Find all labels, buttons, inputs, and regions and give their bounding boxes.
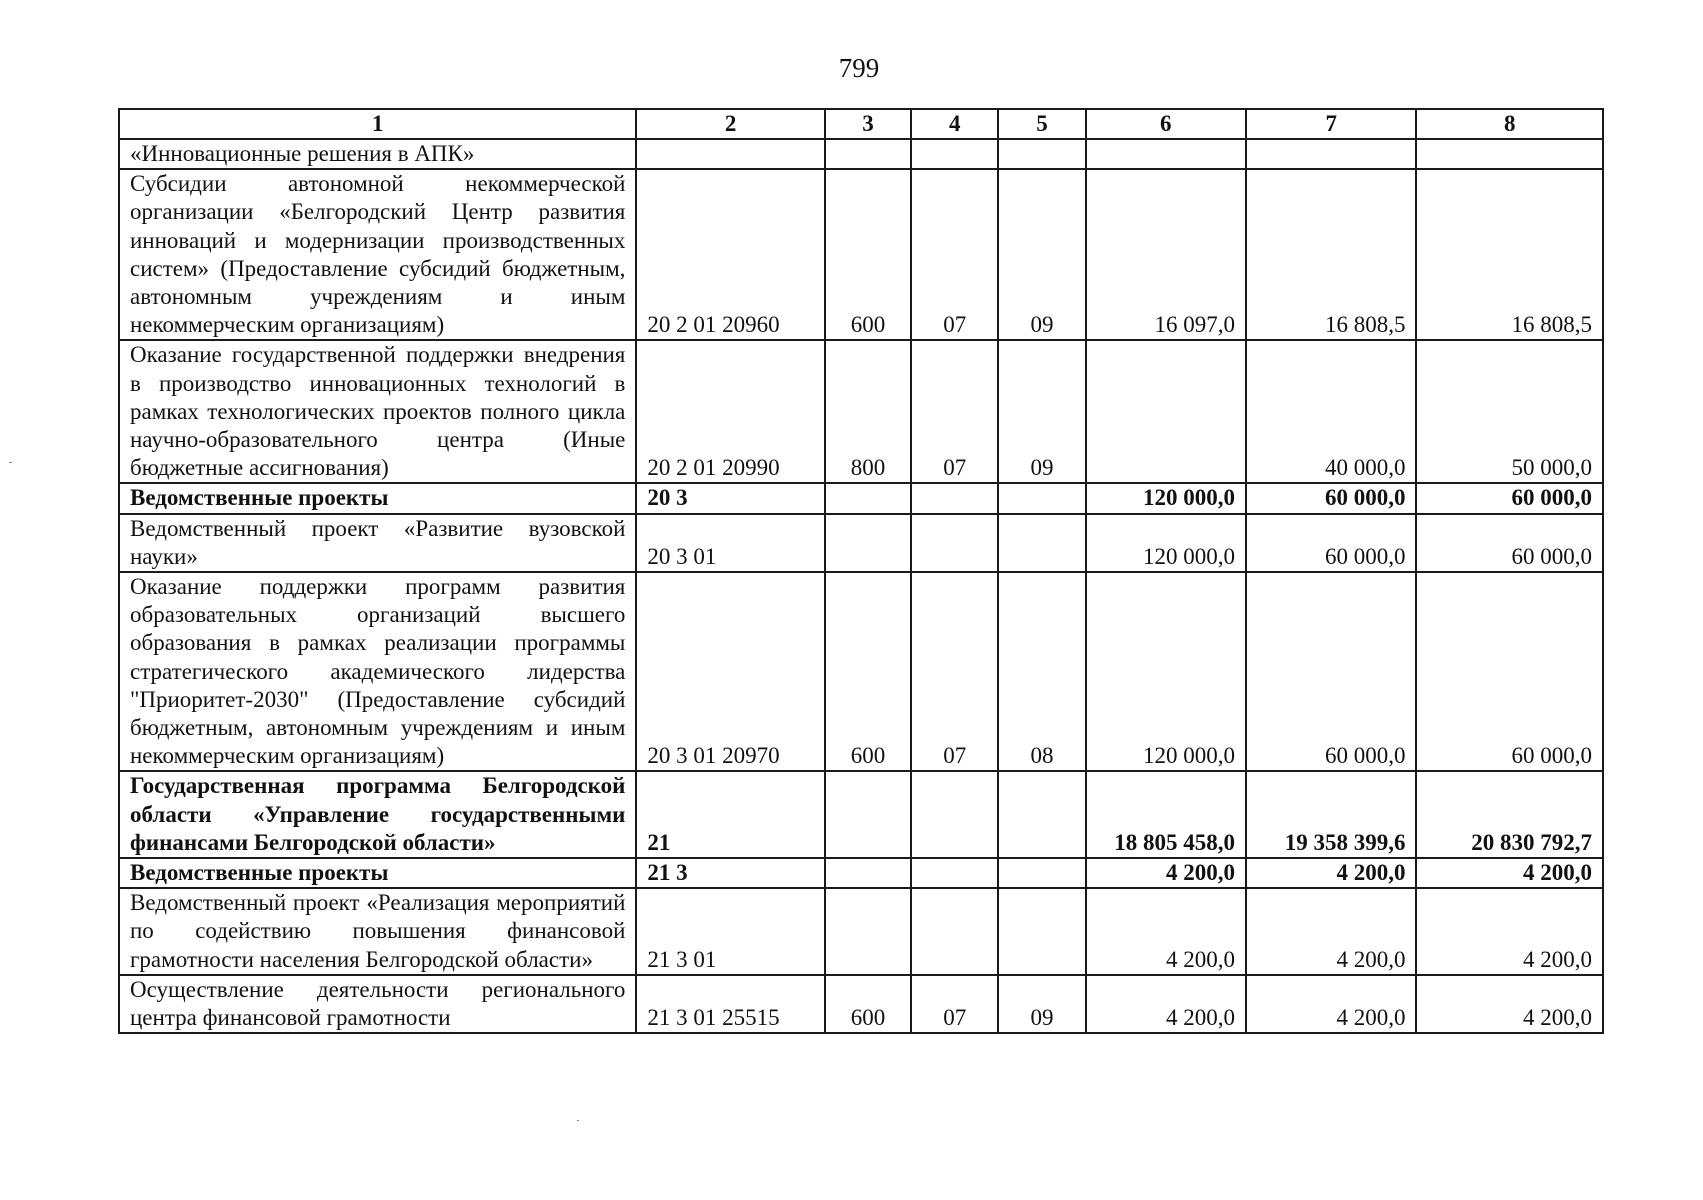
row-col3: 600: [825, 975, 911, 1033]
table-row: [119, 340, 1603, 483]
row-code: [636, 139, 825, 169]
row-value-col7: 4 200,0: [1246, 888, 1416, 975]
row-value-col8: 16 808,5: [1416, 169, 1603, 340]
row-col3: 600: [825, 572, 911, 771]
column-header: 1: [119, 109, 636, 139]
row-col3: [825, 483, 911, 513]
column-header: 6: [1086, 109, 1246, 139]
page-number: 799: [838, 53, 880, 83]
row-name: Ведомственный проект «Развитие вузовской науки»: [119, 514, 636, 572]
row-value-col6: 18 805 458,0: [1086, 771, 1246, 858]
table-row-truncated: [119, 975, 1603, 1033]
row-col4: [911, 771, 998, 858]
row-code: 20 3 01 20970: [636, 572, 825, 771]
column-header: 8: [1416, 109, 1603, 139]
row-value-col8: 4 200,0: [1416, 858, 1603, 888]
row-col5: [998, 858, 1085, 888]
row-value-col6: [1086, 139, 1246, 169]
row-code: 21 3 01: [636, 888, 825, 975]
column-header: 2: [636, 109, 825, 139]
row-value-col6: [1086, 340, 1246, 483]
row-code: 20 2 01 20960: [636, 169, 825, 340]
row-col5: 09: [998, 340, 1085, 483]
row-code: 20 2 01 20990: [636, 340, 825, 483]
table-row-bold: [119, 858, 1603, 888]
row-value-col8: 60 000,0: [1416, 483, 1603, 513]
table-row: [119, 888, 1603, 975]
row-value-col7: [1246, 139, 1416, 169]
table-row-bold: [119, 483, 1603, 513]
budget-table: [118, 108, 1604, 1034]
row-col4: 07: [911, 169, 998, 340]
row-name: Ведомственный проект «Реализация мероприятий по содействию повышения финансовой грамотности населения Белгородской области»: [119, 888, 636, 975]
row-value-col6: 120 000,0: [1086, 514, 1246, 572]
row-col5: [998, 514, 1085, 572]
row-name: «Инновационные решения в АПК»: [119, 139, 636, 169]
row-col4: [911, 888, 998, 975]
row-value-col7: 4 200,0: [1246, 975, 1416, 1033]
row-name: Оказание государственной поддержки внедрения в производство инновационных технологий в рамках технологических проектов полного цикла научно-образовательного центра (Иные бюджетные ассигнования): [119, 340, 636, 483]
row-code: 21 3: [636, 858, 825, 888]
row-value-col7: 16 808,5: [1246, 169, 1416, 340]
row-col3: 800: [825, 340, 911, 483]
row-name: Государственная программа Белгородской области «Управление государственными финансами Белгородской области»: [119, 771, 636, 858]
row-col4: [911, 483, 998, 513]
row-value-col7: 60 000,0: [1246, 572, 1416, 771]
row-col3: [825, 771, 911, 858]
row-col4: 07: [911, 340, 998, 483]
row-code: 20 3: [636, 483, 825, 513]
row-col3: [825, 514, 911, 572]
row-value-col8: 4 200,0: [1416, 888, 1603, 975]
column-header: 3: [825, 109, 911, 139]
row-col4: [911, 514, 998, 572]
row-col5: [998, 771, 1085, 858]
row-name: Субсидии автономной некоммерческой организации «Белгородский Центр развития инноваций и модернизации производственных систем» (Предоставление субсидий бюджетным, автономным учреждениям и иным некоммерческим организациям): [119, 169, 636, 340]
row-col4: [911, 858, 998, 888]
table-row: [119, 169, 1603, 340]
row-value-col6: 120 000,0: [1086, 572, 1246, 771]
row-name: Ведомственные проекты: [119, 483, 636, 513]
row-code: 21 3 01 25515: [636, 975, 825, 1033]
row-name: [119, 975, 636, 1033]
row-name-text: Осуществление деятельности регионального центра финансовой грамотности: [130, 976, 626, 1031]
row-value-col8: 60 000,0: [1416, 572, 1603, 771]
row-value-col6: 4 200,0: [1086, 888, 1246, 975]
table-header-row: [119, 109, 1603, 139]
row-value-col6: 16 097,0: [1086, 169, 1246, 340]
scan-stray-mark: [577, 1120, 579, 1121]
row-col5: [998, 483, 1085, 513]
row-code: 20 3 01: [636, 514, 825, 572]
row-value-col8: 50 000,0: [1416, 340, 1603, 483]
row-value-col8: 4 200,0: [1416, 975, 1603, 1033]
row-col5: [998, 139, 1085, 169]
row-col5: 09: [998, 169, 1085, 340]
row-col4: [911, 139, 998, 169]
row-col3: [825, 888, 911, 975]
column-header: 5: [998, 109, 1085, 139]
row-col5: 09: [998, 975, 1085, 1033]
row-value-col6: 4 200,0: [1086, 975, 1246, 1033]
row-col3: [825, 139, 911, 169]
row-col4: 07: [911, 572, 998, 771]
table-row: [119, 514, 1603, 572]
row-value-col7: 60 000,0: [1246, 514, 1416, 572]
row-col3: 600: [825, 169, 911, 340]
row-value-col8: 60 000,0: [1416, 514, 1603, 572]
row-name: Оказание поддержки программ развития образовательных организаций высшего образования в рамках реализации программы стратегического академического лидерства "Приоритет-2030" (Предоставление субсидий бюджетным, автономным учреждениям и иным некоммерческим организациям): [119, 572, 636, 771]
row-name: Ведомственные проекты: [119, 858, 636, 888]
scan-margin-mark: [9, 462, 12, 463]
row-value-col6: 120 000,0: [1086, 483, 1246, 513]
row-value-col7: 19 358 399,6: [1246, 771, 1416, 858]
row-col5: 08: [998, 572, 1085, 771]
table-row: [119, 572, 1603, 771]
row-value-col7: 40 000,0: [1246, 340, 1416, 483]
column-header: 7: [1246, 109, 1416, 139]
row-value-col8: [1416, 139, 1603, 169]
row-col4: 07: [911, 975, 998, 1033]
table-row-bold: [119, 771, 1603, 858]
row-value-col7: 60 000,0: [1246, 483, 1416, 513]
row-value-col8: 20 830 792,7: [1416, 771, 1603, 858]
row-value-col6: 4 200,0: [1086, 858, 1246, 888]
row-col5: [998, 888, 1085, 975]
row-code: 21: [636, 771, 825, 858]
column-header: 4: [911, 109, 998, 139]
table-row: [119, 139, 1603, 169]
row-value-col7: 4 200,0: [1246, 858, 1416, 888]
row-col3: [825, 858, 911, 888]
